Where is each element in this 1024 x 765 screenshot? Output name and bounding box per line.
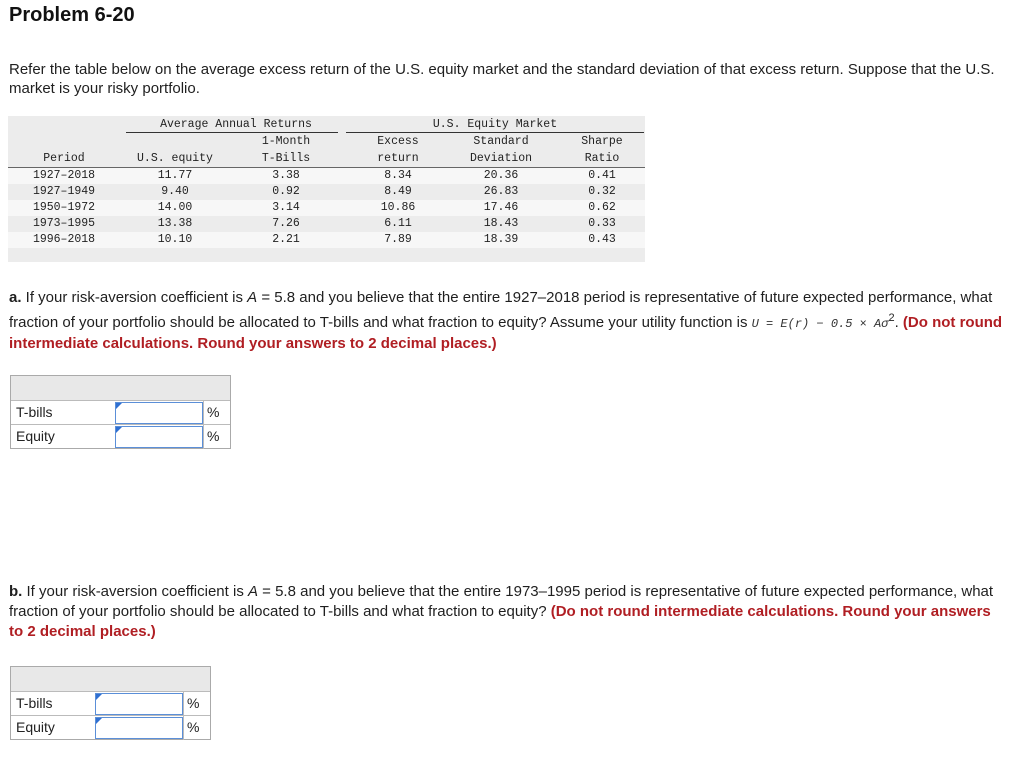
equity-input-a[interactable] — [115, 426, 203, 448]
answer-table-header — [11, 667, 210, 692]
question-a-text-3: . — [894, 314, 903, 331]
answer-table-header — [11, 376, 230, 401]
question-b — [9, 582, 1009, 642]
percent-unit: % — [187, 695, 200, 711]
header-period: Period — [43, 152, 85, 165]
question-b-label: b. — [9, 583, 23, 600]
question-b-text-2: = 5.8 and you believe that the entire 1973–1995 period is representative of future expected performance, what fraction of your portfolio should be allocated to T-bills and what fraction to equity? — [9, 583, 994, 620]
table-cell-equity: 10.10 — [157, 233, 193, 246]
answer-label-tbills: T-bills — [16, 695, 53, 711]
table-cell-sd: 18.39 — [483, 233, 519, 246]
utility-equation-exponent: 2 — [888, 312, 895, 324]
header-underline — [126, 132, 338, 133]
question-a-text-1: If your risk-aversion coefficient is — [21, 289, 248, 306]
table-cell-tbills: 3.14 — [272, 201, 300, 214]
answer-row-tbills — [11, 400, 230, 425]
table-cell-excess: 8.49 — [384, 185, 412, 198]
intro-text: Refer the table below on the average excess return of the U.S. equity market and the standard deviation of that excess return. Suppose that the U.S. market is your risky portfolio. — [9, 61, 995, 97]
answer-row-tbills — [11, 691, 210, 716]
table-cell-excess: 10.86 — [380, 201, 416, 214]
table-cell-tbills: 3.38 — [272, 169, 300, 182]
equity-input-b[interactable] — [95, 717, 183, 739]
percent-unit: % — [187, 719, 200, 735]
answer-table-a — [10, 375, 231, 449]
question-a — [9, 288, 1009, 354]
question-a-text-2: = 5.8 and you believe that the entire 1927–2018 period is representative of future expected performance, what fraction of your portfolio should be allocated to T-bills and what fraction to equity? Assume your utility function is — [9, 289, 993, 331]
header-sd-2: Deviation — [469, 152, 533, 165]
table-cell-equity: 14.00 — [157, 201, 193, 214]
table-cell-sd: 18.43 — [483, 217, 519, 230]
question-a-note: (Do not round intermediate calculations. Round your answers to 2 decimal places.) — [9, 314, 1003, 352]
header-avg-returns: Average Annual Returns — [160, 118, 312, 131]
header-excess-1: Excess — [377, 135, 419, 148]
answer-label-tbills: T-bills — [16, 404, 53, 420]
returns-table — [8, 116, 645, 262]
percent-unit: % — [207, 428, 220, 444]
question-b-var: A — [247, 583, 258, 600]
table-cell-sharpe: 0.32 — [588, 185, 616, 198]
table-cell-equity: 13.38 — [157, 217, 193, 230]
problem-title: Problem 6-20 — [9, 4, 135, 26]
header-sharpe-1: Sharpe — [581, 135, 623, 148]
table-cell-excess: 7.89 — [384, 233, 412, 246]
header-equity: U.S. equity — [137, 152, 213, 165]
tbills-input-b[interactable] — [95, 693, 183, 715]
table-cell-tbills: 0.92 — [272, 185, 300, 198]
table-cell-sd: 26.83 — [483, 185, 519, 198]
column-divider — [203, 425, 204, 449]
tbills-input-a[interactable] — [115, 402, 203, 424]
utility-equation: U = E(r) − 0.5 × Aσ — [751, 317, 889, 331]
header-sd-1: Standard — [473, 135, 529, 148]
table-cell-sharpe: 0.43 — [588, 233, 616, 246]
question-a-label: a. — [9, 289, 22, 306]
table-cell-period: 1927–1949 — [32, 185, 96, 198]
table-cell-tbills: 2.21 — [272, 233, 300, 246]
answer-row-equity — [11, 715, 210, 740]
header-excess-2: return — [377, 152, 419, 165]
table-cell-period: 1973–1995 — [32, 217, 96, 230]
table-row-band — [8, 232, 645, 248]
table-cell-sd: 17.46 — [483, 201, 519, 214]
question-b-note: (Do not round intermediate calculations. Round your answers to 2 decimal places.) — [9, 603, 991, 640]
table-row-band — [8, 168, 645, 184]
table-cell-period: 1927–2018 — [32, 169, 96, 182]
answer-label-equity: Equity — [16, 719, 55, 735]
table-cell-sharpe: 0.62 — [588, 201, 616, 214]
table-cell-tbills: 7.26 — [272, 217, 300, 230]
header-equity-market: U.S. Equity Market — [432, 118, 558, 131]
percent-unit: % — [207, 404, 220, 420]
header-divider — [8, 167, 645, 168]
table-cell-excess: 8.34 — [384, 169, 412, 182]
answer-label-equity: Equity — [16, 428, 55, 444]
header-tbills-1: 1-Month — [261, 135, 311, 148]
table-row-band — [8, 200, 645, 216]
question-a-var: A — [247, 289, 258, 306]
table-cell-excess: 6.11 — [384, 217, 412, 230]
header-underline — [346, 132, 644, 133]
column-divider — [203, 401, 204, 425]
column-divider — [183, 716, 184, 740]
table-cell-sharpe: 0.41 — [588, 169, 616, 182]
answer-row-equity — [11, 424, 230, 449]
table-cell-sharpe: 0.33 — [588, 217, 616, 230]
question-b-text-1: If your risk-aversion coefficient is — [22, 583, 248, 600]
column-divider — [183, 692, 184, 716]
table-cell-sd: 20.36 — [483, 169, 519, 182]
table-cell-equity: 11.77 — [157, 169, 193, 182]
header-sharpe-2: Ratio — [584, 152, 620, 165]
table-cell-period: 1996–2018 — [32, 233, 96, 246]
answer-table-b — [10, 666, 211, 740]
table-cell-period: 1950–1972 — [32, 201, 96, 214]
table-cell-equity: 9.40 — [161, 185, 189, 198]
header-tbills-2: T-Bills — [261, 152, 311, 165]
